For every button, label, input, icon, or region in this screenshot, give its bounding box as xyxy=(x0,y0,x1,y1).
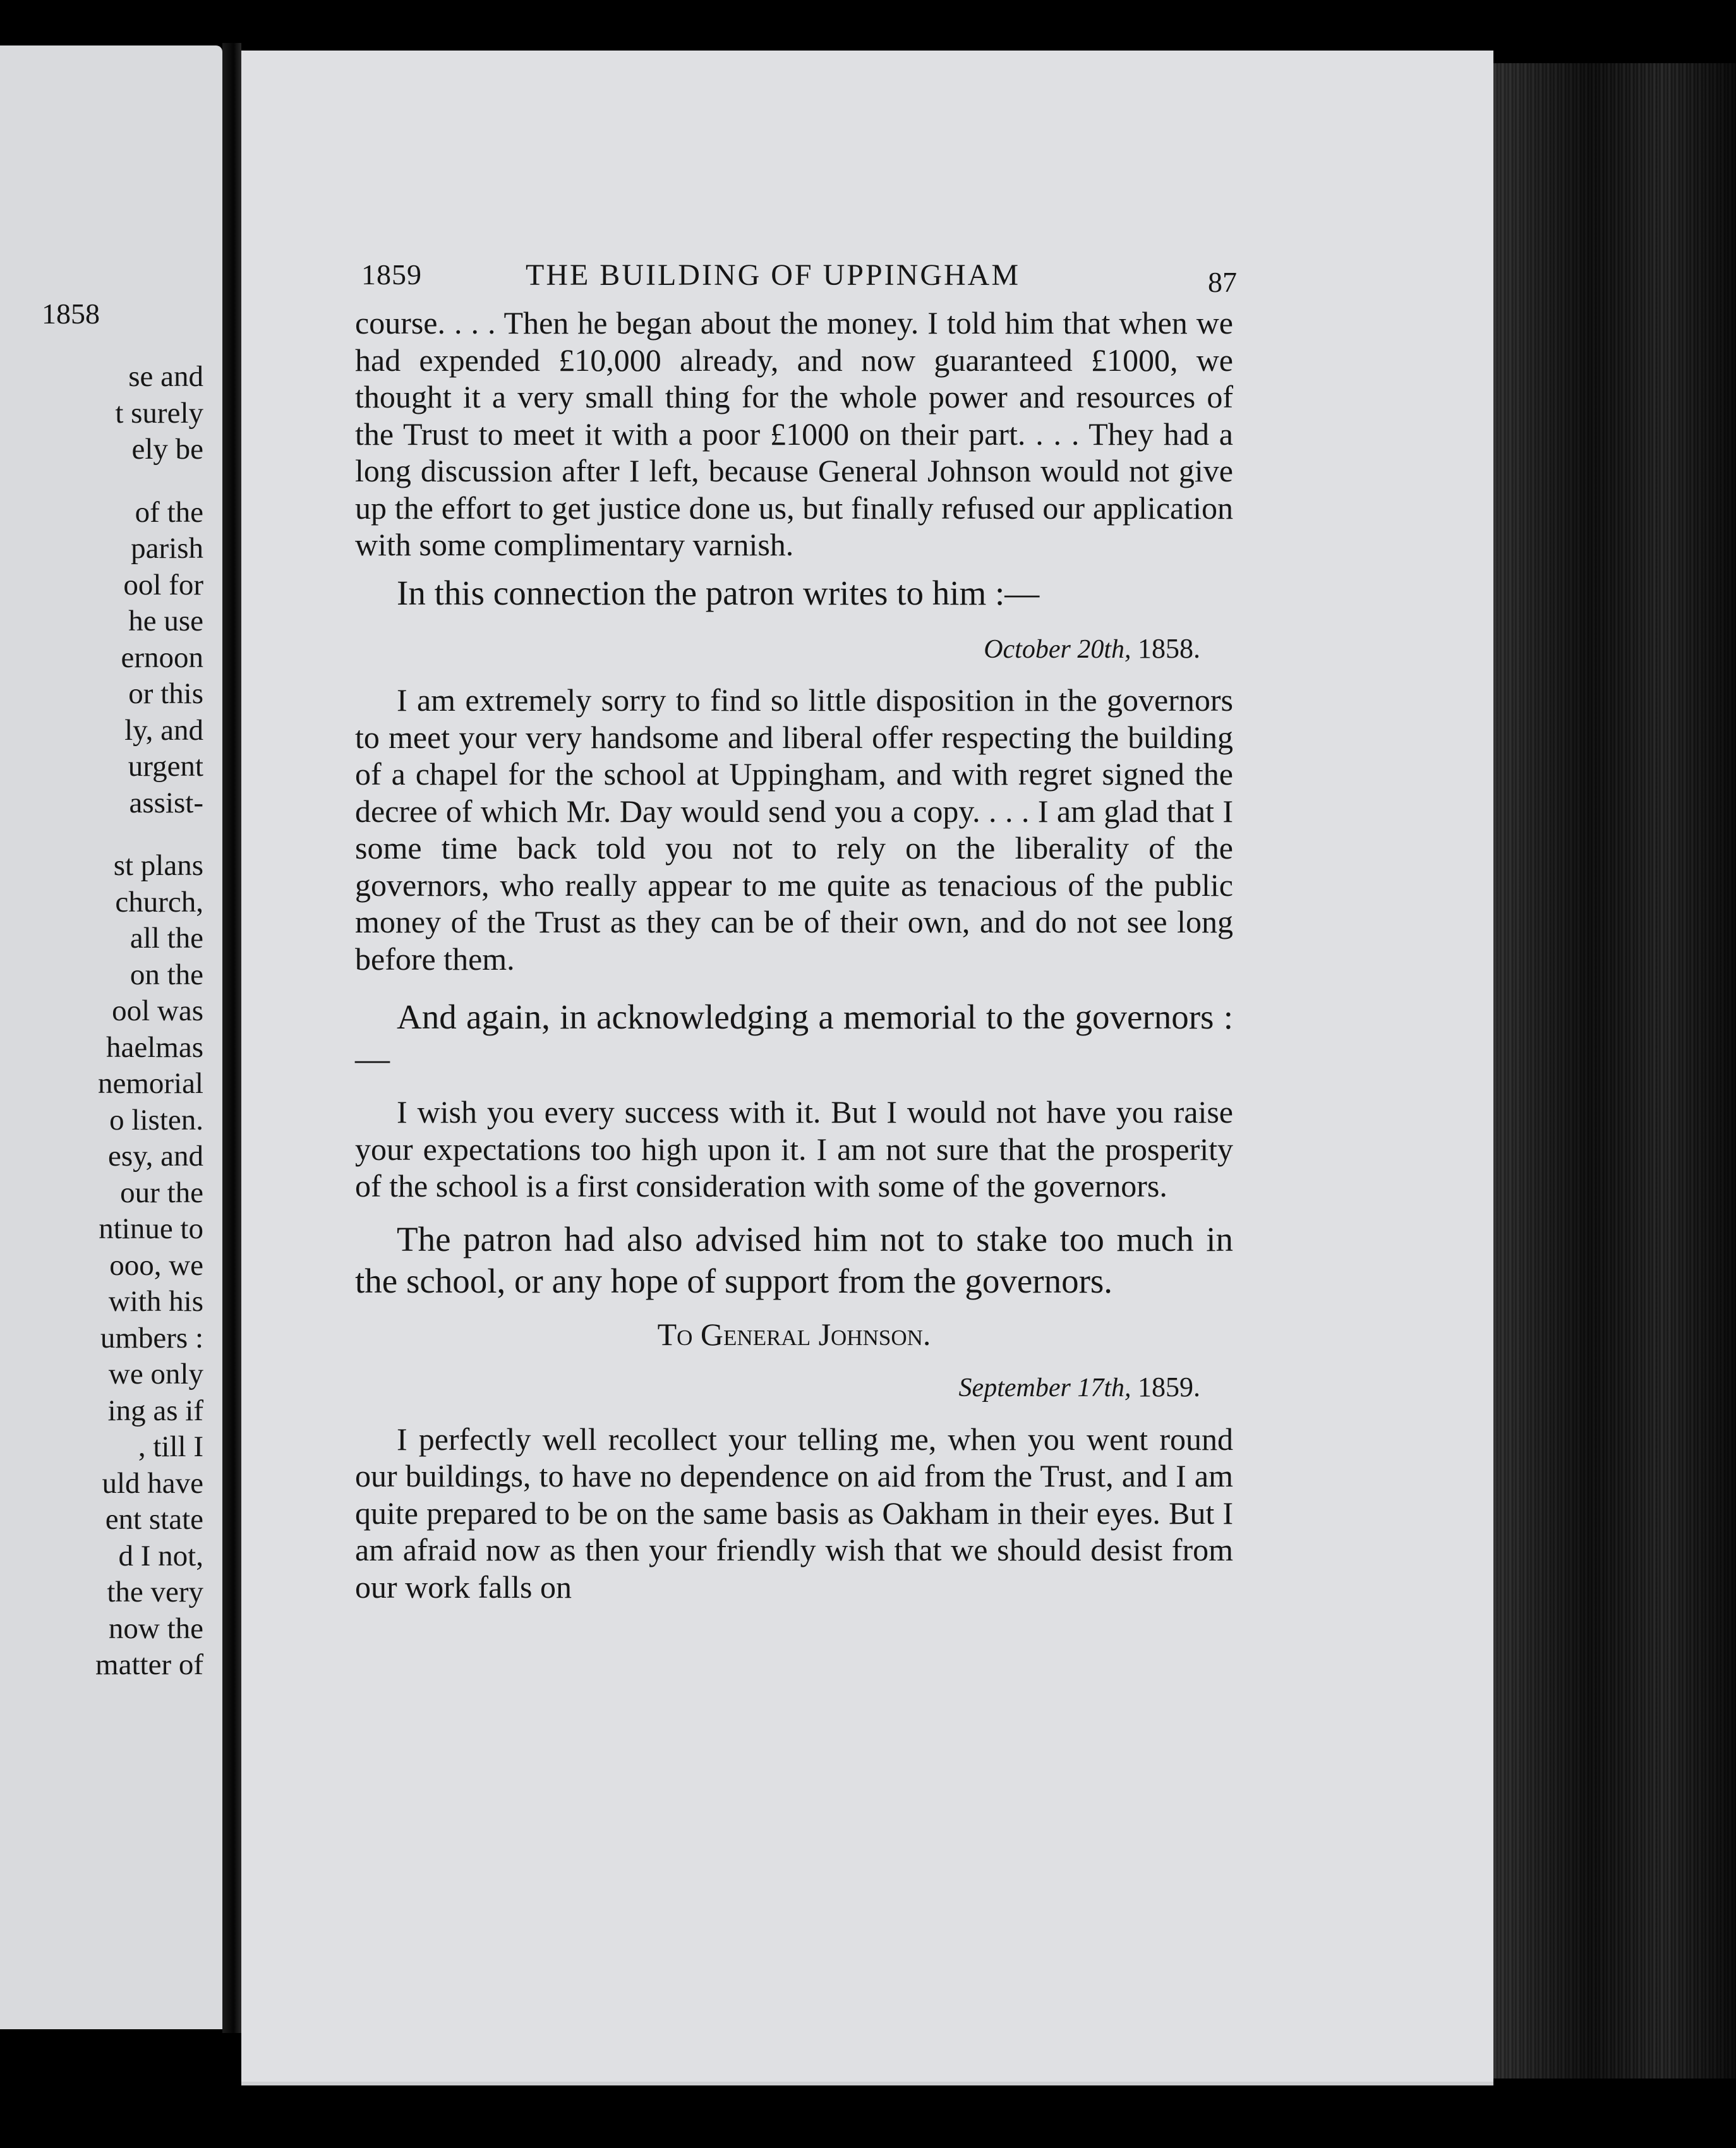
line-fragment: uld have xyxy=(102,1466,203,1500)
line-fragment: of the xyxy=(135,495,203,529)
line-fragment: t surely xyxy=(115,396,203,430)
line-fragment: parish xyxy=(131,532,203,565)
line-fragment: now the xyxy=(108,1612,203,1645)
line-fragment: nemorial xyxy=(97,1067,203,1100)
line-fragment: o listen. xyxy=(109,1103,203,1137)
line-fragment: ool for xyxy=(123,568,203,601)
date-year: 1858. xyxy=(1138,632,1200,664)
line-fragment: our the xyxy=(120,1176,203,1209)
line-fragment: haelmas xyxy=(106,1030,203,1064)
paragraph-letter: I am extremely sorry to find so little disposition in the governors to meet your very handsome and liberal offer respecting the building of a chapel for the school at Uppingham, and with regret signed the decree of which Mr. Day would send you a copy. . . . I am glad that I some time back told you not to rely on the liberality of the governors, who really appear to me quite as tenacious of the public money of the Trust as they can be of their own, and do not see long before them. xyxy=(355,682,1233,977)
right-page xyxy=(241,51,1493,2085)
line-fragment: ernoon xyxy=(121,641,203,674)
line-fragment: we only xyxy=(108,1358,203,1391)
line-fragment: ing as if xyxy=(107,1394,203,1427)
line-fragment: ly, and xyxy=(124,713,203,747)
line-fragment: ely be xyxy=(131,433,203,466)
line-fragment: se and xyxy=(128,360,203,393)
paragraph-letter-continued: course. . . . Then he began about the money. I told him that when we had expended £10,000 already, and now guaranteed £1000, we thought it a very small thing for the whole power and resources of the Trust to meet it with a poor £1000 on their part. . . . They had a long discussion after I left, because General Johnson would not give up the effort to get justice done us, but finally refused our application with some complimentary varnish. xyxy=(355,305,1233,562)
paragraph-letter: I wish you every success with it. But I would not have you raise your expectations too high upon it. I am not sure that the prosperity of the school is a first consideration with some of the governors. xyxy=(355,1094,1233,1204)
left-page-fragments xyxy=(95,359,203,1684)
paragraph-gap xyxy=(95,468,203,495)
line-fragment: the very xyxy=(107,1576,203,1608)
edge-shading xyxy=(1493,63,1736,2079)
line-fragment: urgent xyxy=(128,750,203,783)
line-fragment: church, xyxy=(115,885,203,919)
paragraph-letter: I perfectly well recollect your telling me, when you went round our buildings, to have no dependence on aid from the Trust, and I am quite prepared to be on the same basis as Oakham in their eyes. But I am afraid now as then your friendly wish that we should desist from our work falls on xyxy=(355,1421,1233,1605)
paragraph-narrative: In this connection the patron writes to him :— xyxy=(397,573,1040,612)
letter-date xyxy=(355,1369,1233,1407)
line-fragment: on the xyxy=(130,958,203,991)
line-fragment: matter of xyxy=(95,1648,203,1681)
line-fragment: umbers : xyxy=(100,1321,203,1355)
line-fragment: or this xyxy=(128,677,203,710)
line-fragment: esy, and xyxy=(108,1140,203,1173)
paragraph-gap xyxy=(95,821,203,848)
line-fragment: he use xyxy=(128,605,203,637)
letter-date xyxy=(355,631,1233,668)
letter-salutation: To General Johnson. xyxy=(657,1316,931,1352)
line-fragment: all the xyxy=(130,922,203,955)
page-body xyxy=(355,305,1233,1605)
line-fragment: st plans xyxy=(113,849,203,882)
left-page xyxy=(0,45,222,2029)
running-head-year: 1859 xyxy=(361,258,422,291)
date-day: September 17th, xyxy=(958,1373,1131,1403)
book-gutter xyxy=(222,43,241,2033)
running-head-title: THE BUILDING OF UPPINGHAM xyxy=(526,258,1020,292)
date-year: 1859. xyxy=(1138,1372,1200,1403)
line-fragment: , till I xyxy=(138,1430,203,1463)
line-fragment: ent state xyxy=(105,1503,203,1536)
line-fragment: ntinue to xyxy=(99,1212,203,1245)
left-page-number: 1858 xyxy=(42,298,100,330)
page-number: 87 xyxy=(1208,266,1237,298)
paragraph-narrative: And again, in acknowledging a memorial to the governors :— xyxy=(355,998,1233,1078)
line-fragment: ooo, we xyxy=(109,1248,203,1282)
paragraph-narrative: The patron had also advised him not to stake too much in the school, or any hope of support from the governors. xyxy=(355,1219,1233,1300)
book-page-edges xyxy=(1493,63,1736,2079)
date-day: October 20th, xyxy=(984,634,1131,664)
line-fragment: assist- xyxy=(129,786,203,819)
line-fragment: ool was xyxy=(112,994,203,1027)
line-fragment: d I not, xyxy=(118,1539,203,1572)
line-fragment: with his xyxy=(108,1285,203,1318)
